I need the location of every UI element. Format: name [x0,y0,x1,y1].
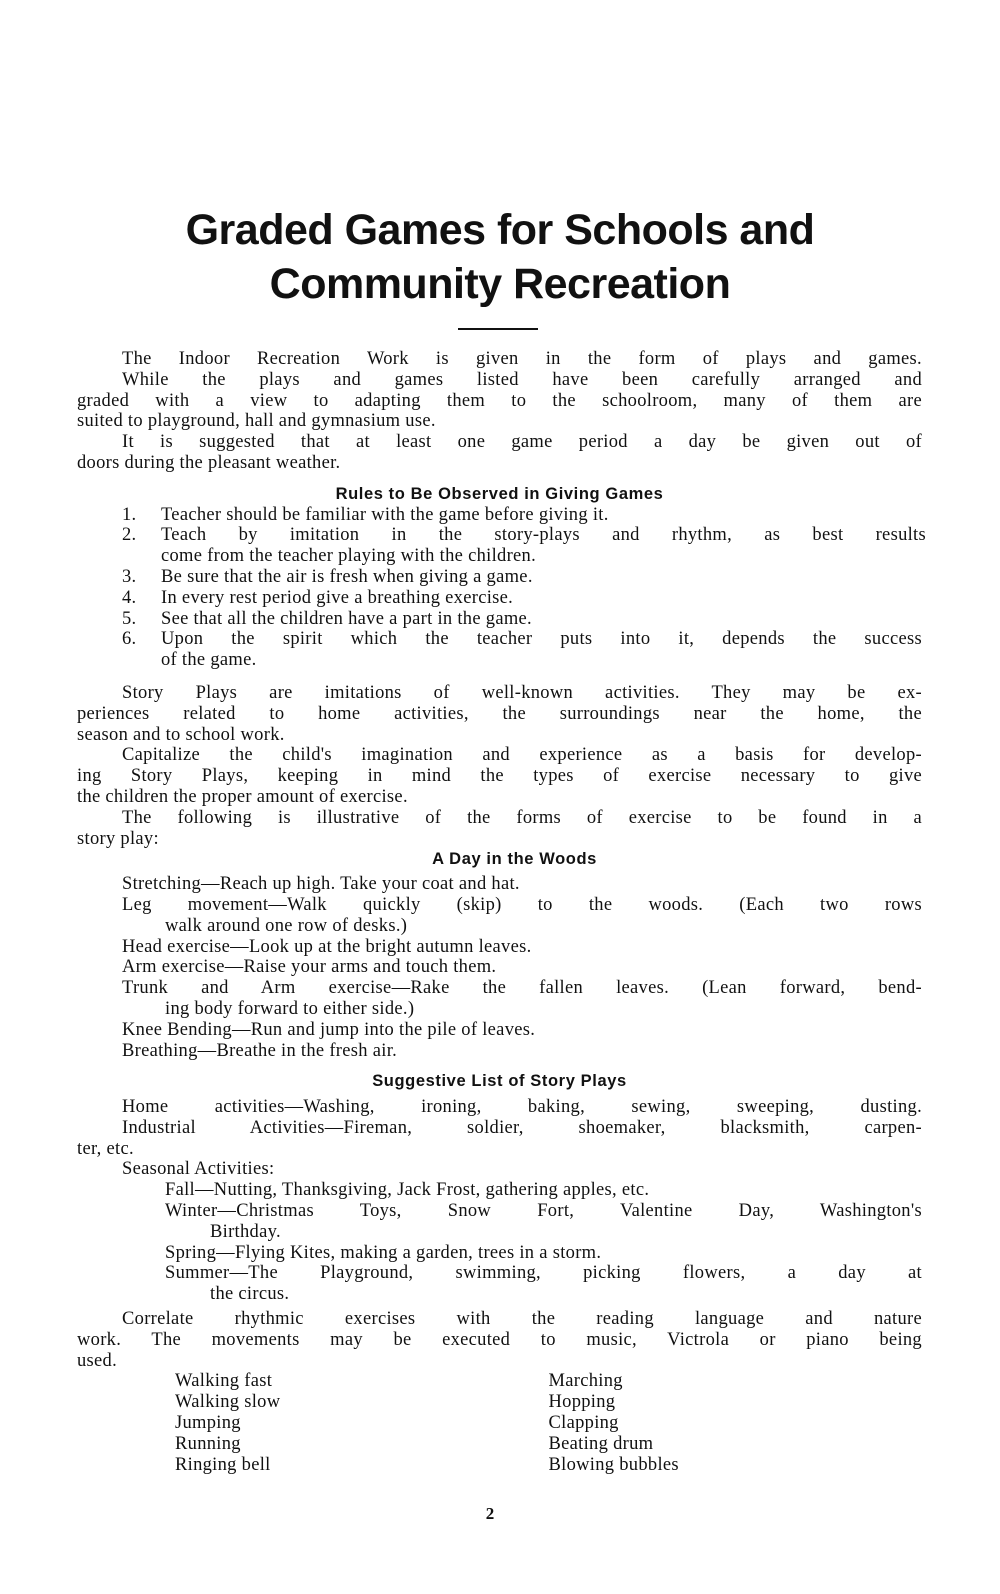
list-line: Industrial Activities—Fireman, soldier, shoemaker, blacksmith, carpen- [122,1117,922,1138]
list-line: ter, etc. [77,1138,134,1159]
story-line: Capitalize the child's imagination and experience as a basis for develop- [122,745,922,766]
rule-text: Teach by imitation in the story-plays and rhythm, as best results [161,525,926,546]
list-line: Home activities—Washing, ironing, baking, sewing, sweeping, dusting. [122,1097,922,1118]
rhythm-item: Beating drum [548,1433,654,1454]
list-line: Fall—Nutting, Thanksgiving, Jack Frost, gathering apples, etc. [165,1180,650,1201]
intro-line: It is suggested that at least one game period a day be given out of [122,432,922,453]
document-body [77,349,926,1475]
story-line: The following is illustrative of the forms of exercise to be found in a [122,807,922,828]
woods-line: walk around one row of desks.) [165,915,408,936]
story-line: season and to school work. [77,724,285,745]
rule-item [77,505,922,526]
list-line: Winter—Christmas Toys, Snow Fort, Valentine Day, Washington's [165,1201,922,1222]
rule-item [77,588,922,609]
rule-text: In every rest period give a breathing exercise. [161,587,514,608]
rule-number: 5. [122,608,137,629]
woods-line: Stretching—Reach up high. Take your coat and hat. [122,874,520,895]
woods-line: Head exercise—Look up at the bright autumn leaves. [122,936,532,957]
rule-continuation: of the game. [161,650,257,671]
rhythms-columns [77,1371,922,1475]
list-line: Summer—The Playground, swimming, picking flowers, a day at [165,1263,922,1284]
intro-line: doors during the pleasant weather. [77,452,341,473]
list-line: Birthday. [210,1221,281,1242]
rhythm-item: Marching [548,1371,623,1392]
rhythm-item: Blowing bubbles [548,1454,679,1475]
rules-list [77,504,926,671]
rule-number: 4. [122,587,137,608]
rule-item [77,609,922,630]
intro-line: graded with a view to adapting them to the schoolroom, many of them are [77,390,922,411]
rules-heading: Rules to Be Observed in Giving Games [335,484,664,503]
rhythm-item: Walking fast [175,1371,273,1392]
rule-continuation: come from the teacher playing with the children. [161,546,537,567]
rhythms-left-column [175,1371,549,1475]
rule-text: Be sure that the air is fresh when giving a game. [161,566,533,587]
rule-text: Teacher should be familiar with the game before giving it. [161,504,609,525]
rhythm-item: Ringing bell [175,1454,271,1475]
title-divider [458,328,538,330]
correlate-line: work. The movements may be executed to music, Victrola or piano being [77,1329,922,1350]
correlate-line: Correlate rhythmic exercises with the reading language and nature [122,1309,922,1330]
woods-line: ing body forward to either side.) [165,998,415,1019]
rhythms-right-column [549,1371,923,1475]
rule-number: 3. [122,566,137,587]
list-line: Seasonal Activities: [122,1159,275,1180]
rule-number: 2. [122,525,137,546]
story-line: periences related to home activities, the surroundings near the home, the [77,703,922,724]
rhythm-item: Jumping [175,1413,241,1434]
rule-number: 1. [122,504,137,525]
rhythm-item: Hopping [548,1392,616,1413]
story-plays-list-heading: Suggestive List of Story Plays [372,1072,627,1091]
rule-item [77,629,922,650]
rule-text: See that all the children have a part in the game. [161,608,532,629]
page-number: 2 [485,1504,495,1523]
rhythm-item: Clapping [548,1413,619,1434]
rhythm-item: Running [175,1433,241,1454]
story-line: story play: [77,828,159,849]
list-line: the circus. [210,1284,290,1305]
intro-line: The Indoor Recreation Work is given in the form of plays and games. [122,349,922,369]
rhythm-item: Walking slow [175,1392,281,1413]
correlate-line: used. [77,1350,118,1371]
woods-line: Arm exercise—Raise your arms and touch them. [122,957,497,978]
page-title-line-1: Graded Games for Schools and [185,206,815,254]
page-title-line-2: Community Recreation [269,260,731,308]
woods-line: Trunk and Arm exercise—Rake the fallen leaves. (Lean forward, bend- [122,978,922,999]
story-line: ing Story Plays, keeping in mind the types of exercise necessary to give [77,766,922,787]
intro-line: While the plays and games listed have been carefully arranged and [122,369,922,390]
story-line: the children the proper amount of exercise. [77,786,408,807]
rule-item [77,567,922,588]
woods-line: Breathing—Breathe in the fresh air. [122,1040,398,1061]
rule-number: 6. [122,629,137,650]
rule-item [77,525,926,546]
rule-text: Upon the spirit which the teacher puts into it, depends the success [161,629,922,650]
list-line: Spring—Flying Kites, making a garden, trees in a storm. [165,1242,602,1263]
woods-heading: A Day in the Woods [432,850,597,869]
story-line: Story Plays are imitations of well-known activities. They may be ex- [122,682,922,703]
intro-line: suited to playground, hall and gymnasium use. [77,411,436,432]
woods-line: Leg movement—Walk quickly (skip) to the woods. (Each two rows [122,894,922,915]
woods-line: Knee Bending—Run and jump into the pile of leaves. [122,1019,536,1040]
